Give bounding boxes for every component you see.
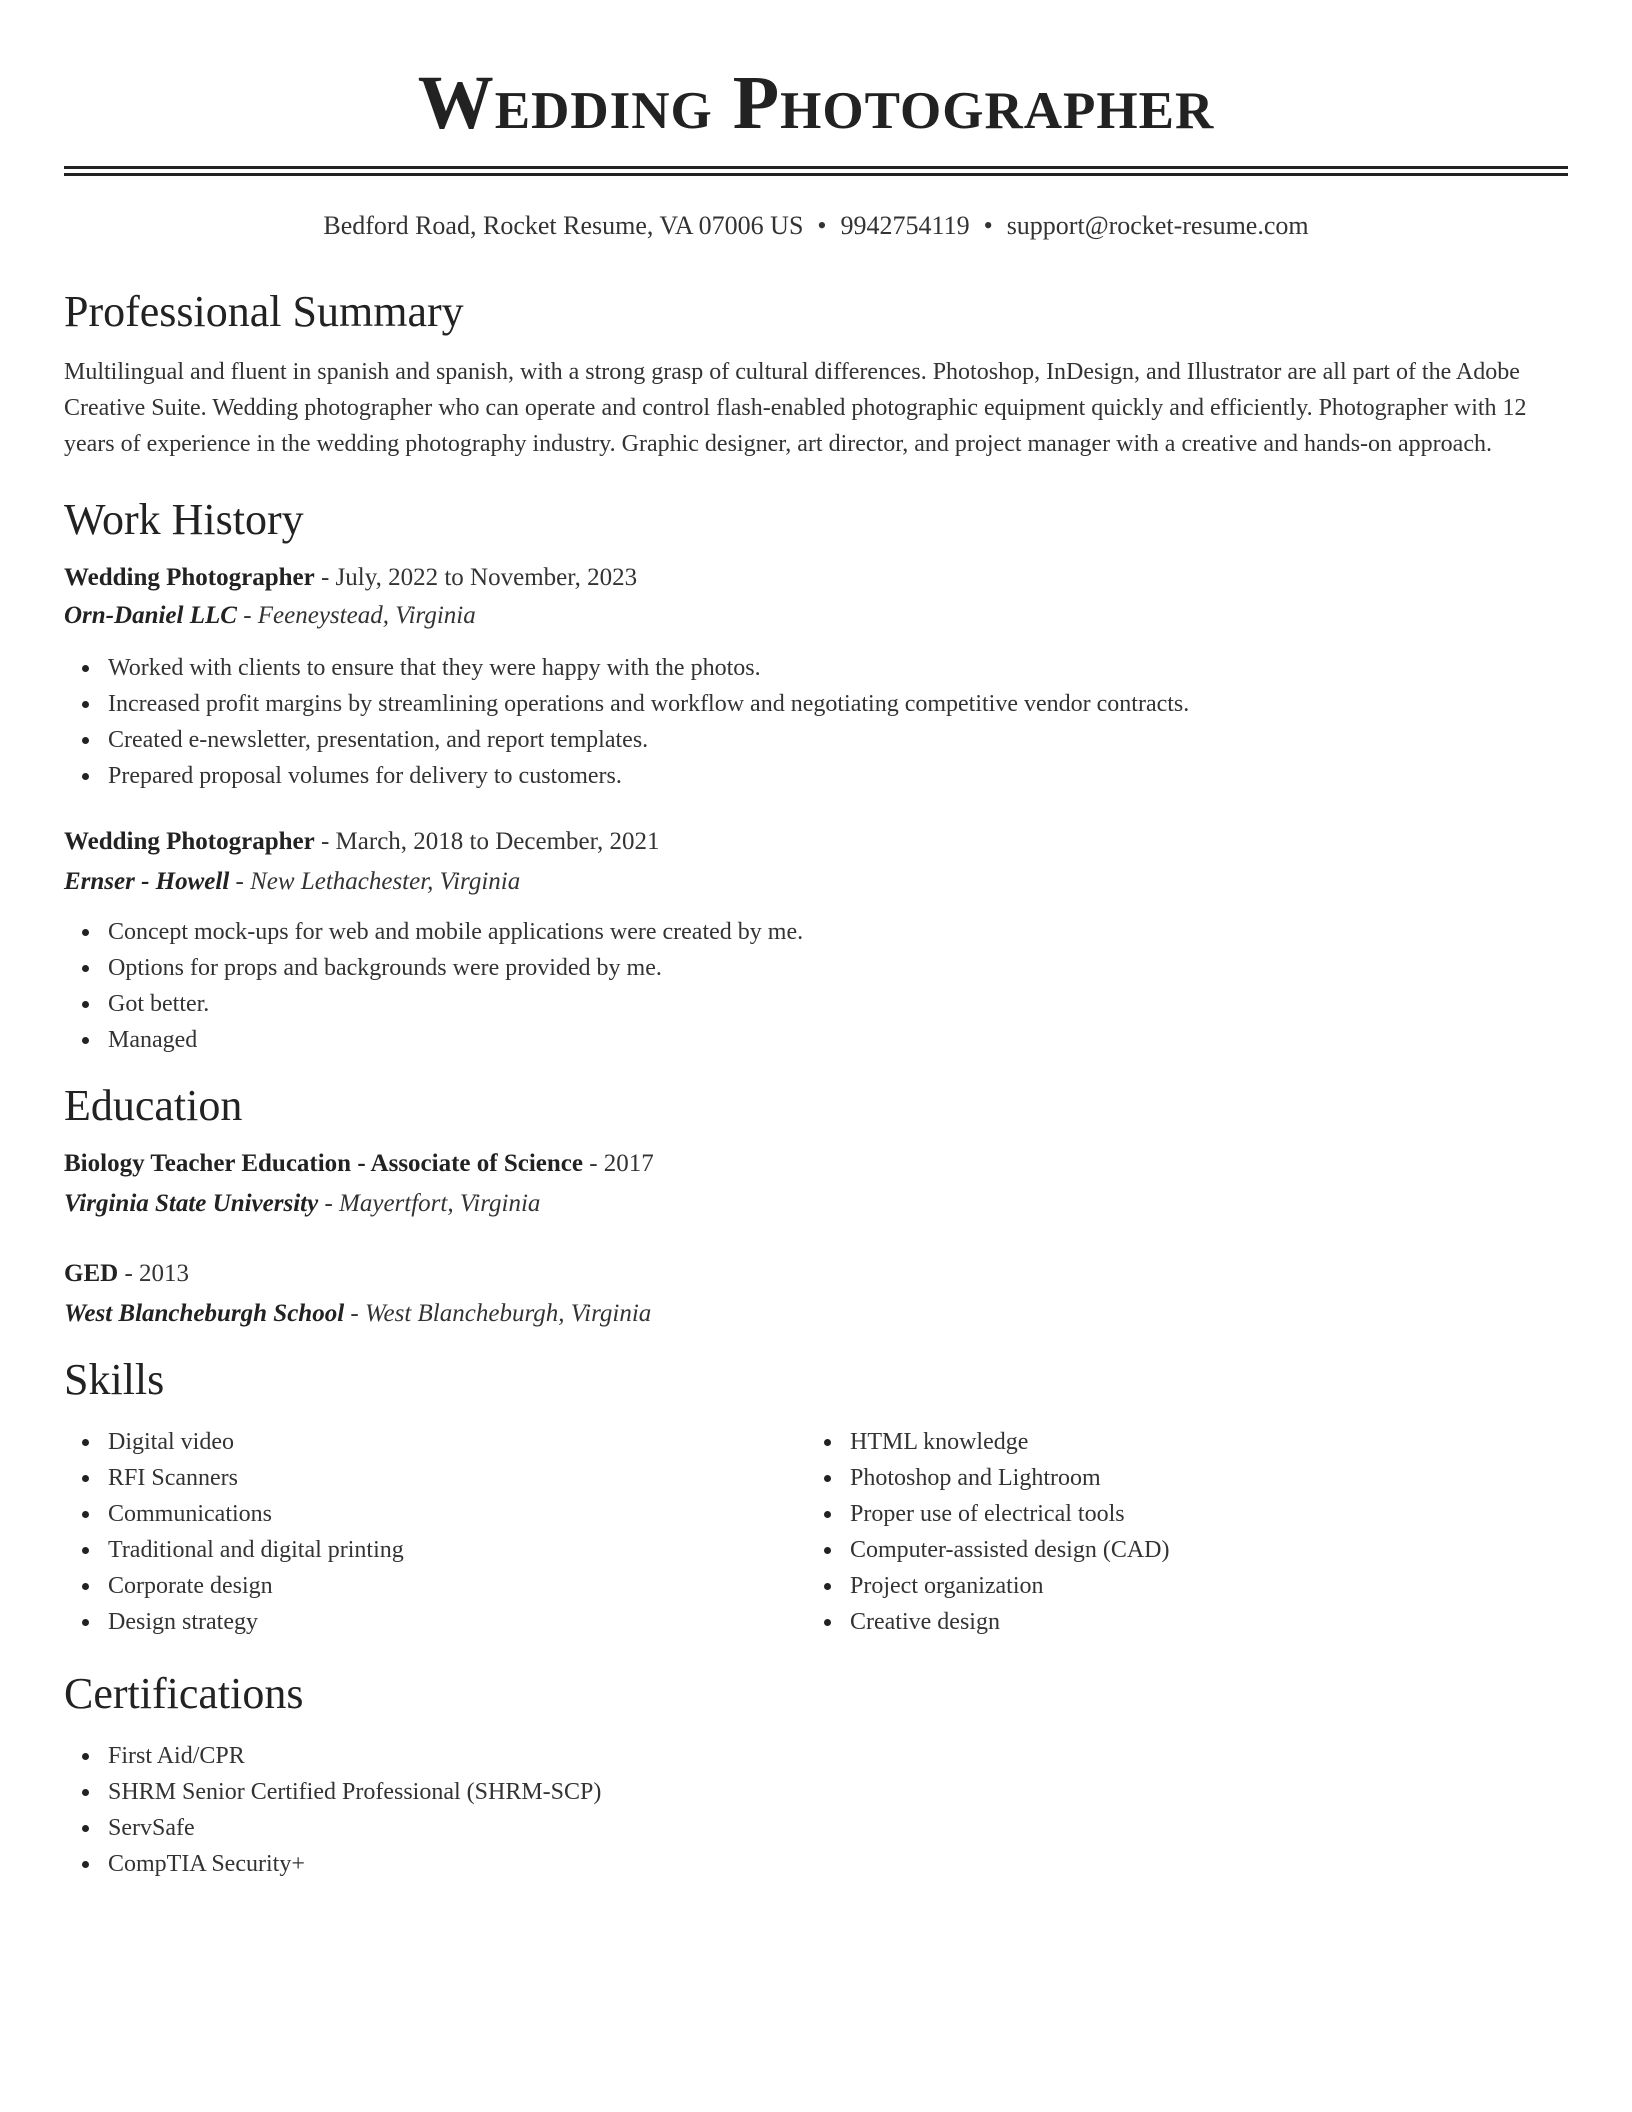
job-employer-line [64, 598, 1568, 634]
job-header [64, 560, 1568, 596]
section-heading-summary: Professional Summary [64, 287, 464, 336]
list-item: Proper use of electrical tools [850, 1496, 1548, 1532]
education-degree: GED [64, 1260, 119, 1287]
list-item: Increased profit margins by streamlining operations and workflow and negotiating competitive vendor contracts. [108, 686, 1568, 722]
list-item: Traditional and digital printing [108, 1532, 806, 1568]
list-item: Options for props and backgrounds were provided by me. [108, 950, 1568, 986]
list-item: RFI Scanners [108, 1460, 806, 1496]
job-entry [64, 560, 1568, 794]
job-company: Orn-Daniel LLC [64, 602, 237, 629]
job-company: Ernser - Howell [64, 868, 230, 895]
skills-column-left [64, 1424, 806, 1640]
list-item: HTML knowledge [850, 1424, 1548, 1460]
summary-section [64, 286, 1568, 462]
job-dates: - March, 2018 to December, 2021 [314, 828, 660, 855]
education-header [64, 1256, 1568, 1292]
contact-line [64, 210, 1568, 242]
list-item: Corporate design [108, 1568, 806, 1604]
education-entry [64, 1146, 1568, 1222]
education-year: - 2017 [582, 1150, 654, 1177]
list-item: ServSafe [108, 1810, 1568, 1846]
contact-phone[interactable]: 9942754119 [840, 211, 970, 240]
list-item: Worked with clients to ensure that they were happy with the photos. [108, 650, 1568, 686]
education-location: - Mayertfort, Virginia [318, 1190, 541, 1217]
section-heading-education: Education [64, 1081, 243, 1130]
section-heading-work-history: Work History [64, 495, 304, 544]
list-item: Project organization [850, 1568, 1548, 1604]
job-employer-line [64, 864, 1568, 900]
list-item: Got better. [108, 986, 1568, 1022]
skills-column-right [806, 1424, 1548, 1640]
education-year: - 2013 [118, 1260, 190, 1287]
job-dates: - July, 2022 to November, 2023 [314, 564, 638, 591]
job-bullets [64, 650, 1568, 794]
list-item: Creative design [850, 1604, 1548, 1640]
section-heading-skills: Skills [64, 1355, 165, 1404]
list-item: SHRM Senior Certified Professional (SHRM-SCP) [108, 1774, 1568, 1810]
list-item: Managed [108, 1022, 1568, 1058]
job-bullets [64, 914, 1568, 1058]
job-location: - New Lethachester, Virginia [229, 868, 521, 895]
education-section [64, 1080, 1568, 1332]
contact-email[interactable]: support@rocket-resume.com [1006, 211, 1309, 240]
education-school: West Blancheburgh School [64, 1300, 345, 1327]
job-entry [64, 824, 1568, 1058]
job-location: - Feeneystead, Virginia [236, 602, 476, 629]
job-header [64, 824, 1568, 860]
skills-list-left [64, 1424, 806, 1640]
summary-text: Multilingual and fluent in spanish and spanish, with a strong grasp of cultural differences. Photoshop, InDesign, and Illustrator are all part of the Adobe Creative Suite. Wedding photographer who can operate and control flash-enabled photographic equipment quickly and efficiently. Photographer with 12 years of experience in the wedding photography industry. Graphic designer, art director, and project manager with a creative and hands-on approach. [64, 359, 1527, 457]
section-heading-certifications: Certifications [64, 1669, 304, 1718]
contact-separator: • [817, 211, 827, 240]
list-item: First Aid/CPR [108, 1738, 1568, 1774]
education-degree: Biology Teacher Education - Associate of Science [64, 1150, 583, 1177]
list-item: Communications [108, 1496, 806, 1532]
work-history-section [64, 494, 1568, 1058]
list-item: Concept mock-ups for web and mobile applications were created by me. [108, 914, 1568, 950]
list-item: Computer-assisted design (CAD) [850, 1532, 1548, 1568]
list-item: Design strategy [108, 1604, 806, 1640]
skills-list-right [806, 1424, 1548, 1640]
education-school-line [64, 1186, 1568, 1222]
list-item: Digital video [108, 1424, 806, 1460]
education-entry [64, 1256, 1568, 1332]
resume-title: Wedding Photographer [417, 61, 1215, 145]
contact-separator: • [983, 211, 993, 240]
certifications-section [64, 1668, 1568, 1882]
list-item: Prepared proposal volumes for delivery to customers. [108, 758, 1568, 794]
education-location: - West Blancheburgh, Virginia [344, 1300, 652, 1327]
skills-columns [64, 1424, 1568, 1640]
certifications-list [64, 1738, 1568, 1882]
education-school: Virginia State University [64, 1190, 319, 1217]
job-title: Wedding Photographer [64, 828, 315, 855]
list-item: Photoshop and Lightroom [850, 1460, 1548, 1496]
title-double-rule [64, 166, 1568, 176]
education-school-line [64, 1296, 1568, 1332]
list-item: Created e-newsletter, presentation, and report templates. [108, 722, 1568, 758]
job-title: Wedding Photographer [64, 564, 315, 591]
list-item: CompTIA Security+ [108, 1846, 1568, 1882]
skills-section [64, 1354, 1568, 1640]
education-header [64, 1146, 1568, 1182]
contact-address: Bedford Road, Rocket Resume, VA 07006 US [323, 211, 804, 240]
